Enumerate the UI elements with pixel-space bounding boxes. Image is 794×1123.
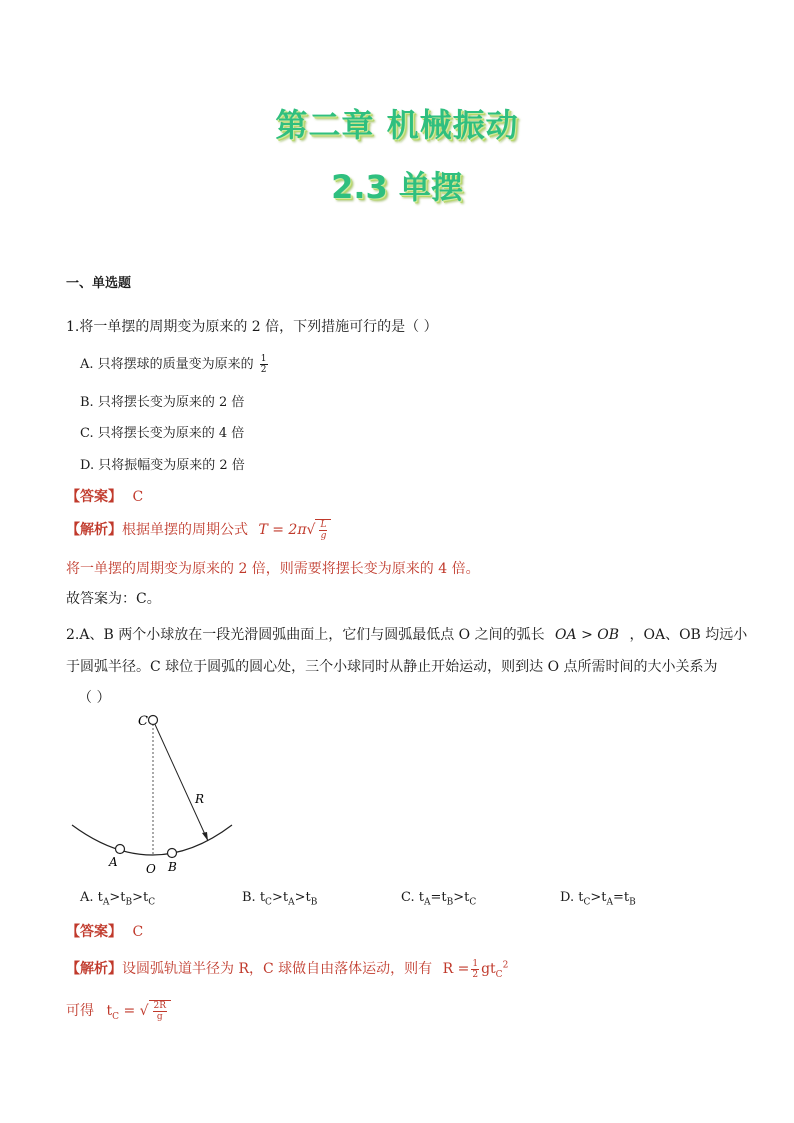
formula-lhs: T = 2π bbox=[258, 522, 307, 538]
q2-option-a bbox=[80, 890, 155, 908]
opt-sub: C bbox=[583, 897, 591, 908]
q2-answer bbox=[66, 921, 143, 941]
label-a: A bbox=[109, 855, 118, 869]
opt-sub: B bbox=[446, 897, 454, 908]
chapter-title: 第二章 机械振动 bbox=[275, 106, 519, 144]
q2-option-b bbox=[242, 890, 317, 908]
section-heading: 一、单选题 bbox=[66, 276, 132, 291]
q1-option-a bbox=[80, 353, 270, 375]
q1-stem: 1.将一单摆的周期变为原来的 2 倍，下列措施可行的是（ ） bbox=[66, 319, 438, 335]
opt-text: C. t bbox=[401, 890, 424, 905]
fraction-numerator: 1 bbox=[260, 354, 267, 364]
opt-text: D. t bbox=[560, 890, 584, 905]
opt-text: =t bbox=[612, 890, 630, 905]
opt-sub: C bbox=[148, 897, 156, 908]
opt-sub: C bbox=[265, 897, 272, 908]
formula-num: 1 bbox=[472, 958, 479, 969]
q2-stem-text-a: 2.A、B 两个小球放在一段光滑圆弧曲面上，它们与圆弧最低点 O 之间的弧长 bbox=[66, 627, 545, 643]
q1-option-b: B. 只将摆长变为原来的 2 倍 bbox=[80, 395, 245, 410]
derive-formula: $t_C$ = √ $\frac{2R}{g}$ bbox=[106, 1003, 171, 1019]
answer-value: C bbox=[132, 924, 144, 940]
q1-analysis-line2: 将一单摆的周期变为原来的 2 倍，则需要将摆长变为原来的 4 倍。 bbox=[66, 561, 480, 577]
opt-text: >t bbox=[294, 890, 311, 905]
sqrt: √ $\frac{L}{g}$ bbox=[307, 519, 332, 541]
derive-text: 可得 bbox=[66, 1003, 94, 1019]
formula-sup: 2 bbox=[502, 960, 509, 971]
q2-stem-line2: 于圆弧半径。C 球位于圆弧的圆心处，三个小球同时从静止开始运动，则到达 O 点所需时间的大小关系为 bbox=[66, 659, 718, 675]
analysis-text: 根据单摆的周期公式 bbox=[122, 522, 248, 538]
q1-option-c: C. 只将摆长变为原来的 4 倍 bbox=[80, 426, 245, 441]
formula-num: 2R bbox=[153, 1001, 167, 1011]
section-title: 2.3 单摆 bbox=[331, 168, 463, 206]
arc-surface bbox=[72, 825, 232, 855]
opt-sub: B bbox=[310, 897, 318, 908]
q2-analysis bbox=[66, 958, 508, 980]
opt-text: >t bbox=[590, 890, 607, 905]
formula-eq: = bbox=[123, 1003, 136, 1019]
label-r: R bbox=[195, 792, 205, 806]
q2-stem-line3: （ ） bbox=[78, 690, 111, 706]
q1-option-d: D. 只将振幅变为原来的 2 倍 bbox=[80, 458, 245, 473]
label-o: O bbox=[146, 862, 156, 876]
formula-num: L bbox=[320, 520, 327, 530]
ball-c-icon bbox=[149, 716, 158, 725]
q1-analysis bbox=[66, 519, 331, 541]
q2-option-c bbox=[401, 890, 476, 908]
analysis-text: 设圆弧轨道半径为 R，C 球做自由落体运动，则有 bbox=[122, 961, 433, 977]
analysis-tag: 【解析】 bbox=[66, 522, 122, 538]
formula-den: g bbox=[320, 531, 327, 541]
q2-stem-line1 bbox=[66, 624, 747, 644]
opt-text: B. t bbox=[242, 890, 266, 905]
opt-sub: C bbox=[469, 897, 477, 908]
radius-arrow-icon bbox=[202, 832, 208, 841]
label-c: C bbox=[138, 714, 148, 729]
opt-sub: A bbox=[423, 897, 431, 908]
q2-option-d bbox=[560, 890, 636, 908]
ball-b-icon bbox=[168, 849, 177, 858]
formula-sub: C bbox=[495, 969, 503, 980]
answer-tag: 【答案】 bbox=[66, 924, 122, 940]
q2-arc-formula: OA > OB bbox=[555, 627, 620, 643]
formula-lhs: t bbox=[106, 1003, 113, 1019]
opt-text: >t bbox=[132, 890, 149, 905]
answer-tag: 【答案】 bbox=[66, 489, 122, 505]
opt-text: A. t bbox=[80, 890, 103, 905]
opt-text: =t bbox=[430, 890, 447, 905]
formula-sub: C bbox=[112, 1011, 119, 1022]
opt-text: >t bbox=[109, 890, 126, 905]
analysis-tag: 【解析】 bbox=[66, 961, 122, 977]
formula-den: 2 bbox=[472, 969, 479, 980]
fraction-denominator: 2 bbox=[260, 365, 267, 375]
answer-value: C bbox=[132, 489, 144, 505]
label-b: B bbox=[168, 860, 177, 874]
free-fall-formula bbox=[442, 958, 509, 980]
q2-stem-text-b: ，OA、OB 均远小 bbox=[629, 627, 748, 643]
opt-sub: B bbox=[629, 897, 636, 908]
opt-text: >t bbox=[453, 890, 470, 905]
q1-answer bbox=[66, 486, 143, 506]
q1-option-a-fraction bbox=[260, 354, 268, 375]
formula-rhs: gt bbox=[481, 961, 496, 977]
period-formula bbox=[258, 520, 331, 541]
q2-derivation bbox=[66, 1000, 171, 1022]
formula-den: g bbox=[156, 1012, 163, 1022]
ball-a-icon bbox=[116, 845, 125, 854]
opt-sub: A bbox=[102, 897, 110, 908]
opt-sub: B bbox=[125, 897, 133, 908]
q1-option-a-text: A. 只将摆球的质量变为原来的 bbox=[80, 357, 254, 372]
formula-lhs: R = bbox=[442, 961, 470, 977]
opt-sub: A bbox=[288, 897, 295, 908]
radius-line bbox=[153, 720, 208, 841]
pendulum-arc-diagram bbox=[60, 705, 250, 880]
opt-sub: A bbox=[606, 897, 613, 908]
q1-conclusion: 故答案为：C。 bbox=[66, 591, 161, 607]
opt-text: >t bbox=[271, 890, 289, 905]
